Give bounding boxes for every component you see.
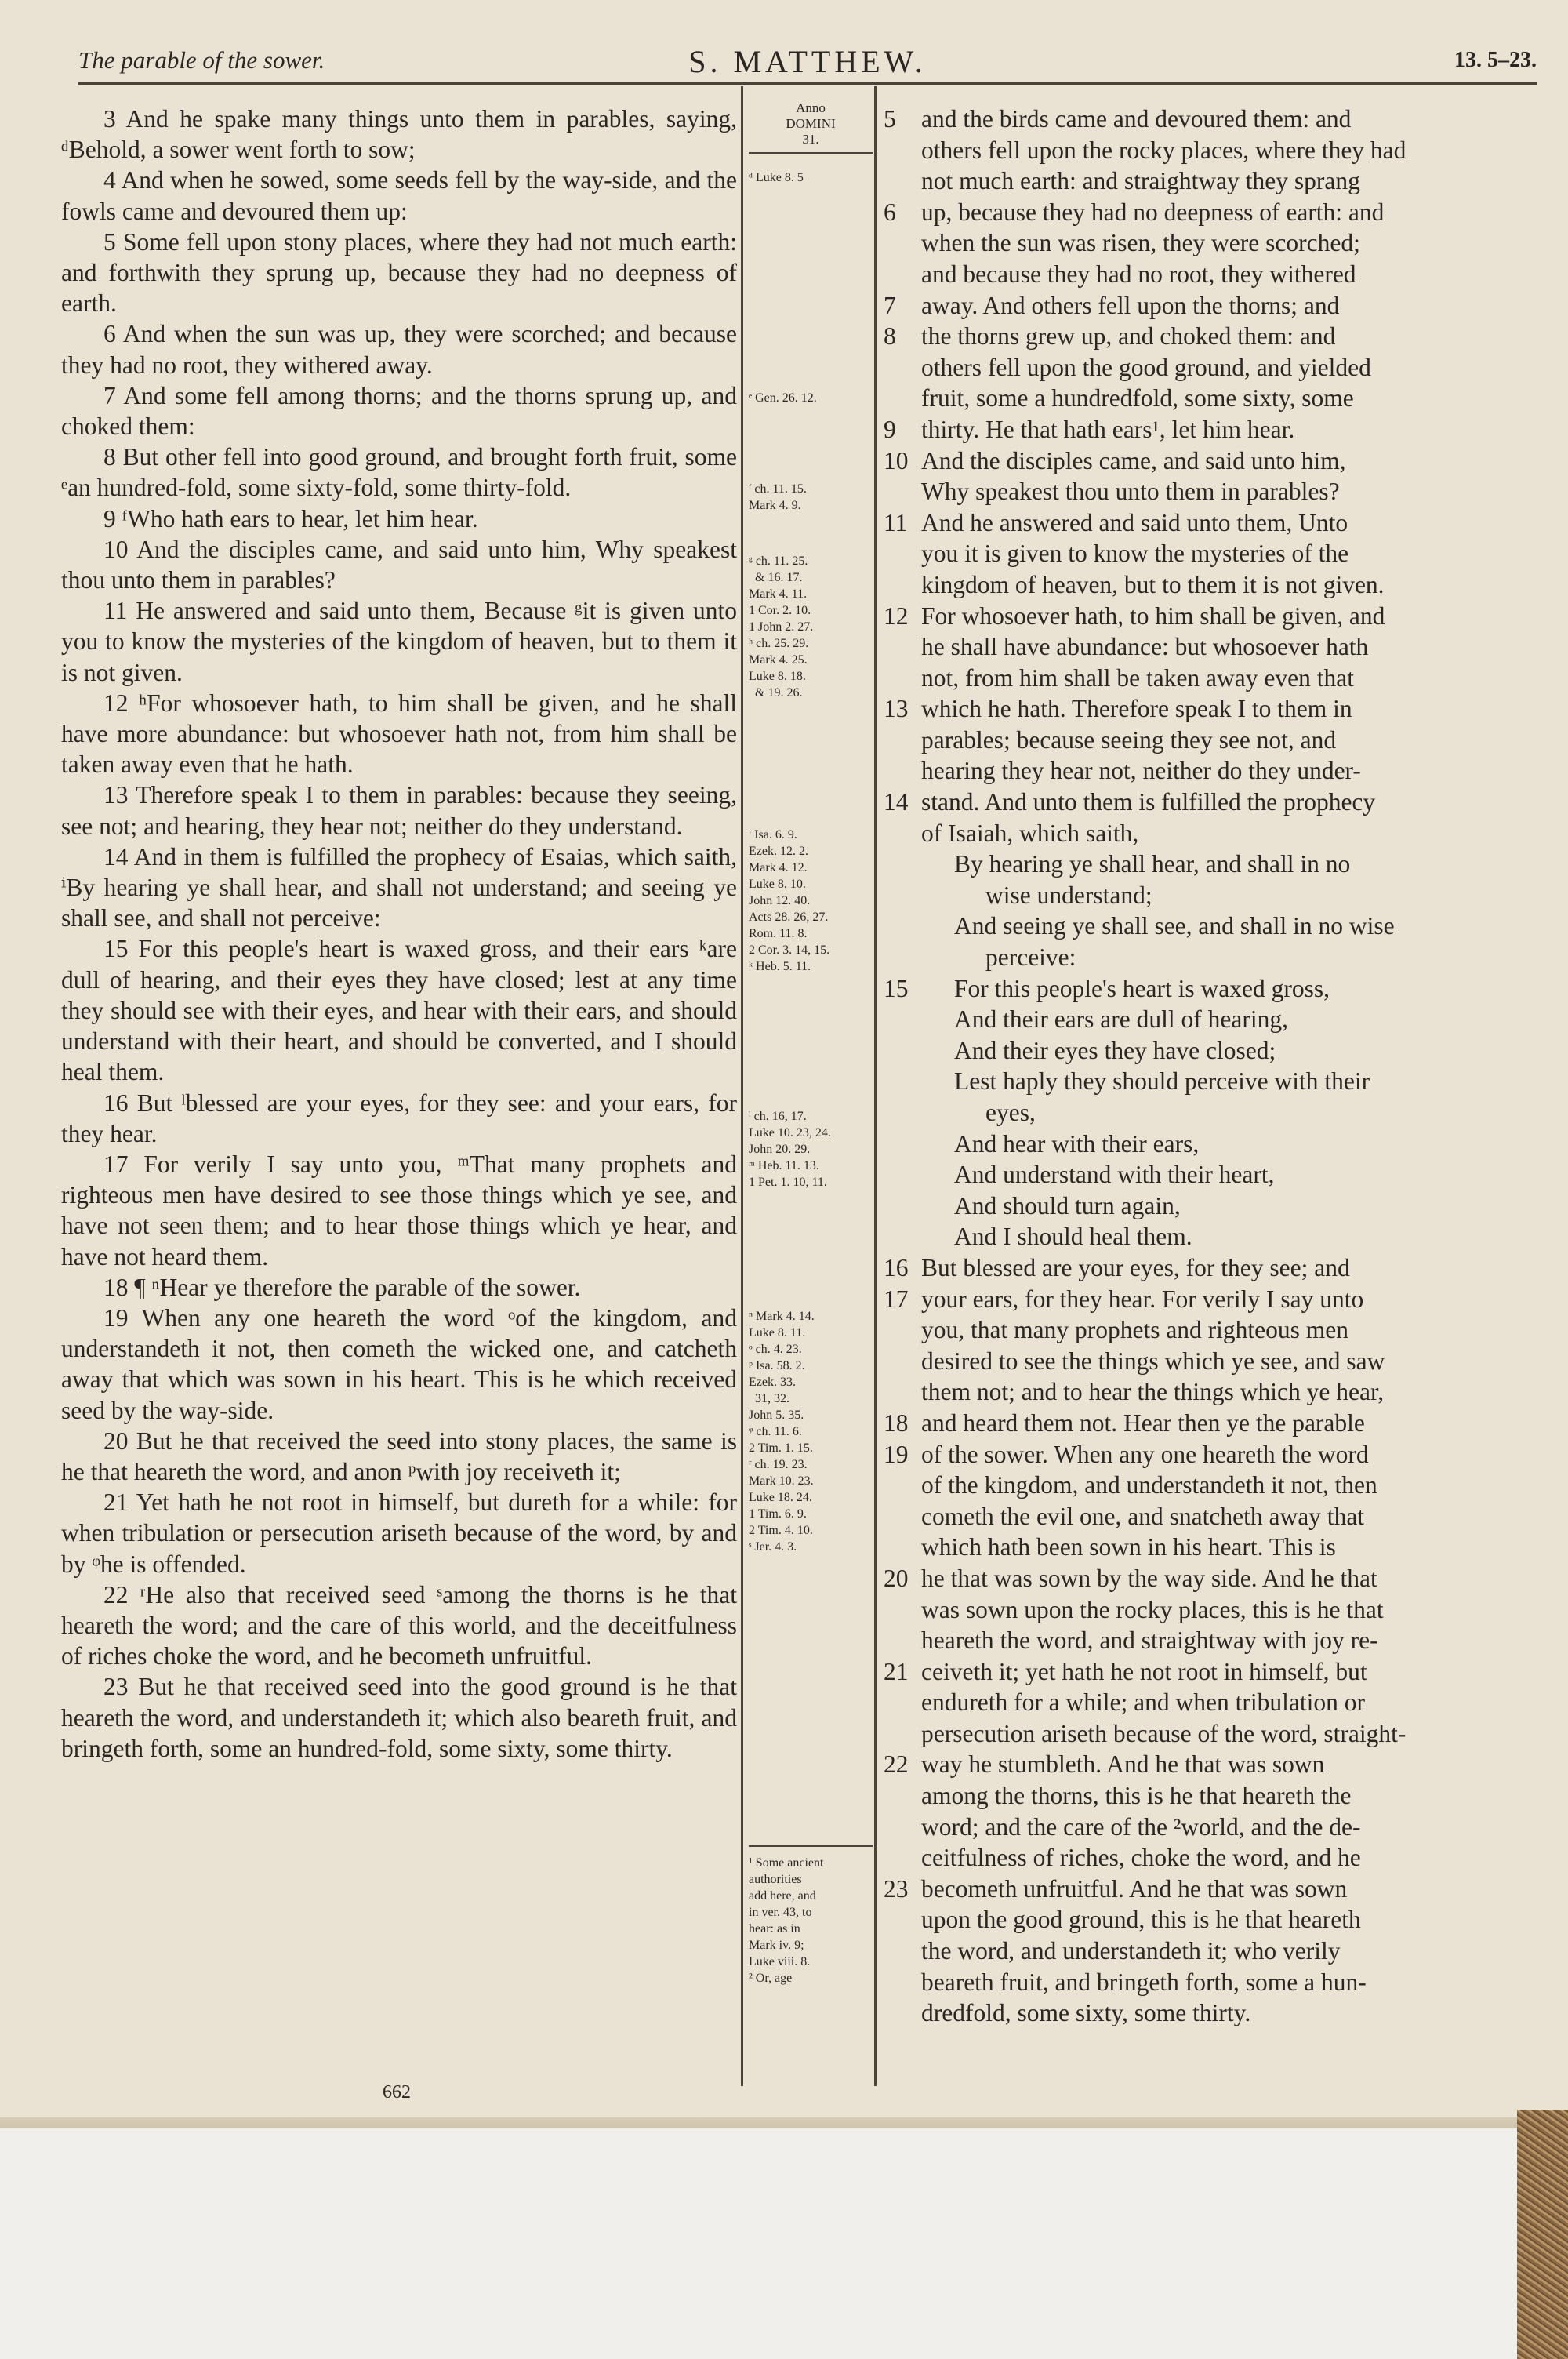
page-number: 662: [383, 2082, 411, 2103]
verse-number: [884, 165, 921, 197]
line-text: cometh the evil one, and snatcheth away that: [921, 1502, 1365, 1530]
verse-number: [884, 259, 921, 290]
verse-number: [884, 538, 921, 569]
line-text: which he hath. Therefore speak I to them in: [921, 695, 1352, 723]
line-text: he shall have abundance: but whosoever hath: [921, 633, 1369, 661]
text-line: [884, 1625, 1539, 1656]
text-line: [884, 414, 1539, 445]
line-text: dredfold, some sixty, some thirty.: [921, 1999, 1251, 2027]
poem-line: [884, 1159, 1539, 1190]
line-text: he that was sown by the way side. And he that: [921, 1564, 1377, 1592]
text-line: [884, 135, 1539, 166]
page-edge: [0, 2117, 1568, 2128]
verse-number: 10: [884, 446, 909, 474]
line-text: Why speakest thou unto them in parables?: [921, 478, 1340, 506]
verse-number: 16: [884, 1253, 909, 1281]
text-line: [884, 165, 1539, 197]
verse-number: [884, 725, 921, 756]
verse-number: 5: [884, 105, 896, 133]
text-line: [884, 1936, 1539, 1967]
poem-text: And understand with their heart,: [954, 1161, 1275, 1189]
text-line: [884, 1656, 1539, 1688]
footnotes: [749, 1845, 873, 1986]
anno-line: Anno: [796, 100, 826, 115]
text-line: [884, 507, 1539, 539]
verse-number: [884, 1470, 921, 1501]
verse-number: [884, 663, 921, 694]
marginal-references: [749, 100, 873, 1985]
text-line: [884, 569, 1539, 601]
verse: 16 But ˡblessed are your eyes, for they see: and your ears, for they hear.: [61, 1089, 737, 1147]
line-text: heareth the word, and straightway with joy re-: [921, 1627, 1378, 1655]
verse: 11 He answered and said unto them, Because ᵍit is given unto you to know the mysteries of the kingdom of heaven, but to them it is not given.: [61, 597, 737, 686]
verse-number: 21: [884, 1657, 909, 1685]
line-text: endureth for a while; and when tribulation or: [921, 1688, 1365, 1717]
verse-number: [884, 1346, 921, 1377]
poem-line: [884, 1066, 1539, 1097]
verse-number: [884, 818, 921, 849]
text-line: [884, 1749, 1539, 1780]
poem-text: And hear with their ears,: [954, 1129, 1200, 1158]
text-line: [884, 445, 1539, 477]
text-line: [884, 631, 1539, 663]
line-text: of Isaiah, which saith,: [921, 819, 1139, 847]
verse-number: 20: [884, 1564, 909, 1592]
poem-text: For this people's heart is waxed gross,: [954, 974, 1330, 1002]
book-cloth-corner: [1517, 2110, 1568, 2359]
line-text: desired to see the things which ye see, and saw: [921, 1347, 1385, 1375]
line-text: ceiveth it; yet hath he not root in himself, but: [921, 1657, 1367, 1685]
reference-group: ᵍ ch. 11. 25. & 16. 17. Mark 4. 11. 1 Cor. 2. 10. 1 John 2. 27. ʰ ch. 25. 29. Mark 4. 25. Luke 8. 18. & 19. 26.: [749, 554, 814, 700]
text-line: [884, 1252, 1539, 1284]
line-text: parables; because seeing they see not, and: [921, 725, 1337, 754]
poem-text: eyes,: [985, 1099, 1036, 1126]
line-text: and the birds came and devoured them: and: [921, 105, 1352, 133]
text-line: [884, 1874, 1539, 1905]
line-text: ceitfulness of riches, choke the word, and he: [921, 1844, 1361, 1872]
revised-version-column: [884, 104, 1539, 2029]
text-line: [884, 1532, 1539, 1563]
text-line: [884, 1346, 1539, 1377]
verse: 18 ¶ ⁿHear ye therefore the parable of the sower.: [103, 1273, 581, 1301]
verse-number: [884, 1967, 921, 1998]
poem-line: [884, 973, 1539, 1005]
verse-number: [884, 1501, 921, 1532]
verse-number: [884, 1687, 921, 1718]
verse: 5 Some fell upon stony places, where they had not much earth: and forthwith they sprung up, because they had no deepness of earth.: [61, 227, 737, 318]
verse-number: [884, 1159, 921, 1190]
column-rule-right: [874, 86, 877, 2086]
verse-number: [884, 849, 921, 880]
poem-line: [884, 1129, 1539, 1160]
line-text: others fell upon the good ground, and yielded: [921, 353, 1371, 381]
verse-number: [884, 1097, 921, 1129]
verse-number: [884, 1190, 921, 1222]
verse: 3 And he spake many things unto them in parables, saying, ᵈBehold, a sower went forth to sow;: [61, 105, 737, 164]
anno-line: DOMINI: [786, 116, 836, 131]
text-line: [884, 1314, 1539, 1346]
reference-group: ᵈ Luke 8. 5: [749, 171, 804, 184]
poem-line: [884, 1035, 1539, 1067]
verse: 20 But he that received the seed into stony places, the same is he that heareth the word, and anon ᵖwith joy receiveth it;: [61, 1427, 737, 1485]
line-text: thirty. He that hath ears¹, let him hear.: [921, 415, 1295, 443]
line-text: becometh unfruitful. And he that was sown: [921, 1874, 1348, 1903]
poem-line: [884, 942, 1539, 973]
line-text: the thorns grew up, and choked them: and: [921, 322, 1336, 351]
text-line: [884, 725, 1539, 756]
text-line: [884, 1687, 1539, 1718]
line-text: others fell upon the rocky places, where they had: [921, 136, 1406, 164]
line-text: of the kingdom, and understandeth it not, then: [921, 1471, 1377, 1499]
verse: 19 When any one heareth the word ᵒof the kingdom, and understandeth it not, then cometh the wicked one, and catcheth away that which was sown in his heart. This is he which received seed by the way-side.: [61, 1303, 737, 1424]
verse-number: 13: [884, 695, 909, 723]
poem-text: And their ears are dull of hearing,: [954, 1005, 1288, 1034]
verse-number: [884, 942, 921, 973]
text-line: [884, 1997, 1539, 2029]
reference-group: ᵉ Gen. 26. 12.: [749, 391, 817, 405]
text-line: [884, 755, 1539, 787]
verse-number: 14: [884, 788, 909, 816]
verse-number: 11: [884, 508, 908, 536]
verse-number: 17: [884, 1285, 909, 1313]
verse-number: [884, 383, 921, 414]
table-surface: [0, 2128, 1568, 2359]
running-header: [78, 43, 1537, 85]
verse: 13 Therefore speak I to them in parables: because they seeing, see not; and hearing, they hear not; neither do they understand.: [61, 781, 737, 840]
line-text: of the sower. When any one heareth the word: [921, 1440, 1369, 1468]
text-line: [884, 476, 1539, 507]
poem-text: And their eyes they have closed;: [954, 1036, 1276, 1064]
text-line: [884, 1376, 1539, 1408]
verse: 21 Yet hath he not root in himself, but dureth for a while: for when tribulation or persecution ariseth because of the word, by and by ᵠhe is offended.: [61, 1488, 737, 1578]
verse: 14 And in them is fulfilled the prophecy of Esaias, which saith, ⁱBy hearing ye shall hear, and shall not understand; and seeing ye shall see, and shall not perceive:: [61, 842, 737, 932]
line-text: you, that many prophets and righteous men: [921, 1316, 1349, 1344]
verse-number: 18: [884, 1408, 909, 1437]
footnote: ² Or, age: [749, 1972, 793, 1985]
verse-number: [884, 880, 921, 911]
verse-number: 19: [884, 1440, 909, 1468]
text-line: [884, 1501, 1539, 1532]
line-text: among the thorns, this is he that heareth the: [921, 1782, 1352, 1810]
line-text: up, because they had no deepness of earth: and: [921, 198, 1385, 226]
verse-number: [884, 227, 921, 259]
reference-group: ˡ ch. 16, 17. Luke 10. 23, 24. John 20. 29. ᵐ Heb. 11. 13. 1 Pet. 1. 10, 11.: [749, 1110, 831, 1189]
text-line: [884, 1842, 1539, 1874]
poem-line: [884, 880, 1539, 911]
verse-number: [884, 1625, 921, 1656]
verse: 7 And some fell among thorns; and the thorns sprung up, and choked them:: [61, 381, 737, 441]
poem-text: wise understand;: [985, 881, 1152, 909]
poem-text: And I should heal them.: [954, 1223, 1192, 1251]
text-line: [884, 290, 1539, 322]
verse-number: 12: [884, 602, 909, 630]
text-line: [884, 259, 1539, 290]
authorized-version-column: [61, 104, 737, 1764]
line-text: the word, and understandeth it; who verily: [921, 1937, 1341, 1965]
text-line: [884, 693, 1539, 725]
poem-line: [884, 849, 1539, 880]
poem-line: [884, 911, 1539, 942]
line-text: persecution ariseth because of the word, straight-: [921, 1719, 1406, 1747]
verse-number: [884, 352, 921, 383]
poem-text: And should turn again,: [954, 1191, 1181, 1219]
line-text: stand. And unto them is fulfilled the prophecy: [921, 788, 1376, 816]
line-text: not, from him shall be taken away even that: [921, 663, 1354, 692]
line-text: And the disciples came, and said unto him,: [921, 446, 1346, 474]
verse-number: [884, 1780, 921, 1812]
text-line: [884, 352, 1539, 383]
verse-number: [884, 135, 921, 166]
line-text: which hath been sown in his heart. This is: [921, 1533, 1336, 1561]
poem-text: And seeing ye shall see, and shall in no wise: [954, 912, 1395, 940]
verse-number: 9: [884, 415, 896, 443]
footnote: ¹ Some ancient authorities add here, and in ver. 43, to hear: as in Mark iv. 9; Luke viii. 8.: [749, 1856, 824, 1968]
text-line: [884, 383, 1539, 414]
poem-text: perceive:: [985, 943, 1076, 972]
anno-domini: [749, 100, 873, 154]
verse-number: [884, 631, 921, 663]
text-line: [884, 787, 1539, 818]
line-text: away. And others fell upon the thorns; and: [921, 291, 1340, 319]
verse-number: [884, 1004, 921, 1035]
header-book-title: S. MATTHEW.: [688, 44, 927, 79]
verse: 10 And the disciples came, and said unto him, Why speakest thou unto them in parables?: [61, 535, 737, 594]
verse: 6 And when the sun was up, they were scorched; and because they had no root, they withered away.: [61, 320, 737, 379]
line-text: was sown upon the rocky places, this is he that: [921, 1595, 1384, 1623]
verse-number: [884, 1936, 921, 1967]
reference-group: ᶠ ch. 11. 15. Mark 4. 9.: [749, 482, 807, 512]
line-text: beareth fruit, and bringeth forth, some a hun-: [921, 1968, 1367, 1996]
verse: 17 For verily I say unto you, ᵐThat many prophets and righteous men have desired to see those things which ye see, and have not seen them; and to hear those things which ye hear, and have not heard them.: [61, 1150, 737, 1270]
text-line: [884, 1904, 1539, 1936]
verse-number: [884, 1594, 921, 1626]
line-text: and heard them not. Hear then ye the parable: [921, 1408, 1365, 1437]
text-line: [884, 601, 1539, 632]
line-text: fruit, some a hundredfold, some sixty, some: [921, 384, 1354, 413]
header-section-title: The parable of the sower.: [78, 46, 325, 74]
text-line: [884, 321, 1539, 352]
line-text: kingdom of heaven, but to them it is not given.: [921, 570, 1385, 598]
verse-number: [884, 1066, 921, 1097]
text-line: [884, 1967, 1539, 1998]
verse-number: 15: [884, 974, 909, 1002]
verse-number: [884, 911, 921, 942]
verse-number: [884, 1812, 921, 1843]
line-text: when the sun was risen, they were scorched;: [921, 229, 1360, 257]
reference-group: ⁿ Mark 4. 14. Luke 8. 11. ᵒ ch. 4. 23. ᵖ Isa. 58. 2. Ezek. 33. 31, 32. John 5. 35. ᵠ ch. 11. 6. 2 Tim. 1. 15. ʳ ch. 19. 23. Mark 10. 23. Luke 18. 24. 1 Tim. 6. 9. 2 Tim. 4. 10. ˢ Jer. 4. 3.: [749, 1310, 815, 1554]
line-text: But blessed are your eyes, for they see; and: [921, 1253, 1350, 1281]
verse: 15 For this people's heart is waxed gross, and their ears ᵏare dull of hearing, and their eyes they have closed; lest at any time they should see with their eyes, and hear with their ears, and should understand with their heart, and should be converted, and I should heal them.: [61, 935, 737, 1086]
text-line: [884, 538, 1539, 569]
text-line: [884, 1408, 1539, 1439]
verse-number: [884, 476, 921, 507]
poem-text: By hearing ye shall hear, and shall in no: [954, 850, 1351, 878]
text-line: [884, 1812, 1539, 1843]
line-text: And he answered and said unto them, Unto: [921, 508, 1348, 536]
line-text: not much earth: and straightway they sprang: [921, 167, 1360, 195]
verse-number: [884, 1221, 921, 1252]
poem-line: [884, 1004, 1539, 1035]
line-text: and because they had no root, they withered: [921, 260, 1356, 288]
verse: 4 And when he sowed, some seeds fell by the way-side, and the fowls came and devoured them up:: [61, 166, 737, 225]
text-line: [884, 663, 1539, 694]
verse-number: 22: [884, 1750, 909, 1779]
text-line: [884, 197, 1539, 228]
verse: 9 ᶠWho hath ears to hear, let him hear.: [103, 504, 478, 533]
verse-number: [884, 1314, 921, 1346]
text-line: [884, 104, 1539, 135]
text-line: [884, 1284, 1539, 1315]
verse-number: [884, 569, 921, 601]
verse-number: 8: [884, 322, 896, 351]
line-text: upon the good ground, this is he that heareth: [921, 1906, 1361, 1934]
text-line: [884, 1563, 1539, 1594]
verse-number: [884, 1842, 921, 1874]
line-text: you it is given to know the mysteries of the: [921, 540, 1349, 568]
verse-number: [884, 1532, 921, 1563]
verse-number: [884, 1904, 921, 1936]
verse: 23 But he that received seed into the good ground is he that heareth the word, and understandeth it; which also beareth fruit, and bringeth forth, some an hundred-fold, some sixty, some thirty.: [61, 1673, 737, 1762]
verse: 8 But other fell into good ground, and brought forth fruit, some ᵉan hundred-fold, some sixty-fold, some thirty-fold.: [61, 443, 737, 502]
verse-number: 7: [884, 291, 896, 319]
verse-number: 23: [884, 1874, 909, 1903]
verse-number: [884, 755, 921, 787]
verse: 12 ʰFor whosoever hath, to him shall be given, and he shall have more abundance: but whosoever hath not, from him shall be taken away even that he hath.: [61, 689, 737, 779]
poem-line: [884, 1190, 1539, 1222]
text-line: [884, 1594, 1539, 1626]
verse-number: [884, 1376, 921, 1408]
reference-group: ⁱ Isa. 6. 9. Ezek. 12. 2. Mark 4. 12. Luke 8. 10. John 12. 40. Acts 28. 26, 27. Rom. 11. 8. 2 Cor. 3. 14, 15. ᵏ Heb. 5. 11.: [749, 828, 830, 973]
verse-number: 6: [884, 198, 896, 226]
text-line: [884, 227, 1539, 259]
text-line: [884, 1439, 1539, 1470]
line-text: word; and the care of the ²world, and the de-: [921, 1812, 1361, 1841]
poem-text: Lest haply they should perceive with their: [954, 1067, 1370, 1096]
header-chapter-range: 13. 5–23.: [1454, 48, 1537, 72]
cross-references: [749, 169, 873, 1555]
verse-number: [884, 1035, 921, 1067]
line-text: them not; and to hear the things which ye hear,: [921, 1378, 1385, 1406]
poem-line: [884, 1221, 1539, 1252]
line-text: way he stumbleth. And he that was sown: [921, 1750, 1325, 1779]
verse-number: [884, 1718, 921, 1750]
line-text: hearing they hear not, neither do they under-: [921, 757, 1361, 785]
verse-number: [884, 1129, 921, 1160]
text-line: [884, 818, 1539, 849]
text-line: [884, 1780, 1539, 1812]
anno-line: 31.: [802, 132, 819, 147]
line-text: your ears, for they hear. For verily I say unto: [921, 1285, 1364, 1313]
verse: 22 ʳHe also that received seed ˢamong the thorns is he that heareth the word; and the care of this world, and the deceitfulness of riches choke the word, and he becometh unfruitful.: [61, 1580, 737, 1670]
text-line: [884, 1470, 1539, 1501]
poem-line: [884, 1097, 1539, 1129]
text-line: [884, 1718, 1539, 1750]
verse-number: [884, 1997, 921, 2029]
line-text: For whosoever hath, to him shall be given, and: [921, 602, 1385, 630]
column-rule-left: [741, 86, 743, 2086]
